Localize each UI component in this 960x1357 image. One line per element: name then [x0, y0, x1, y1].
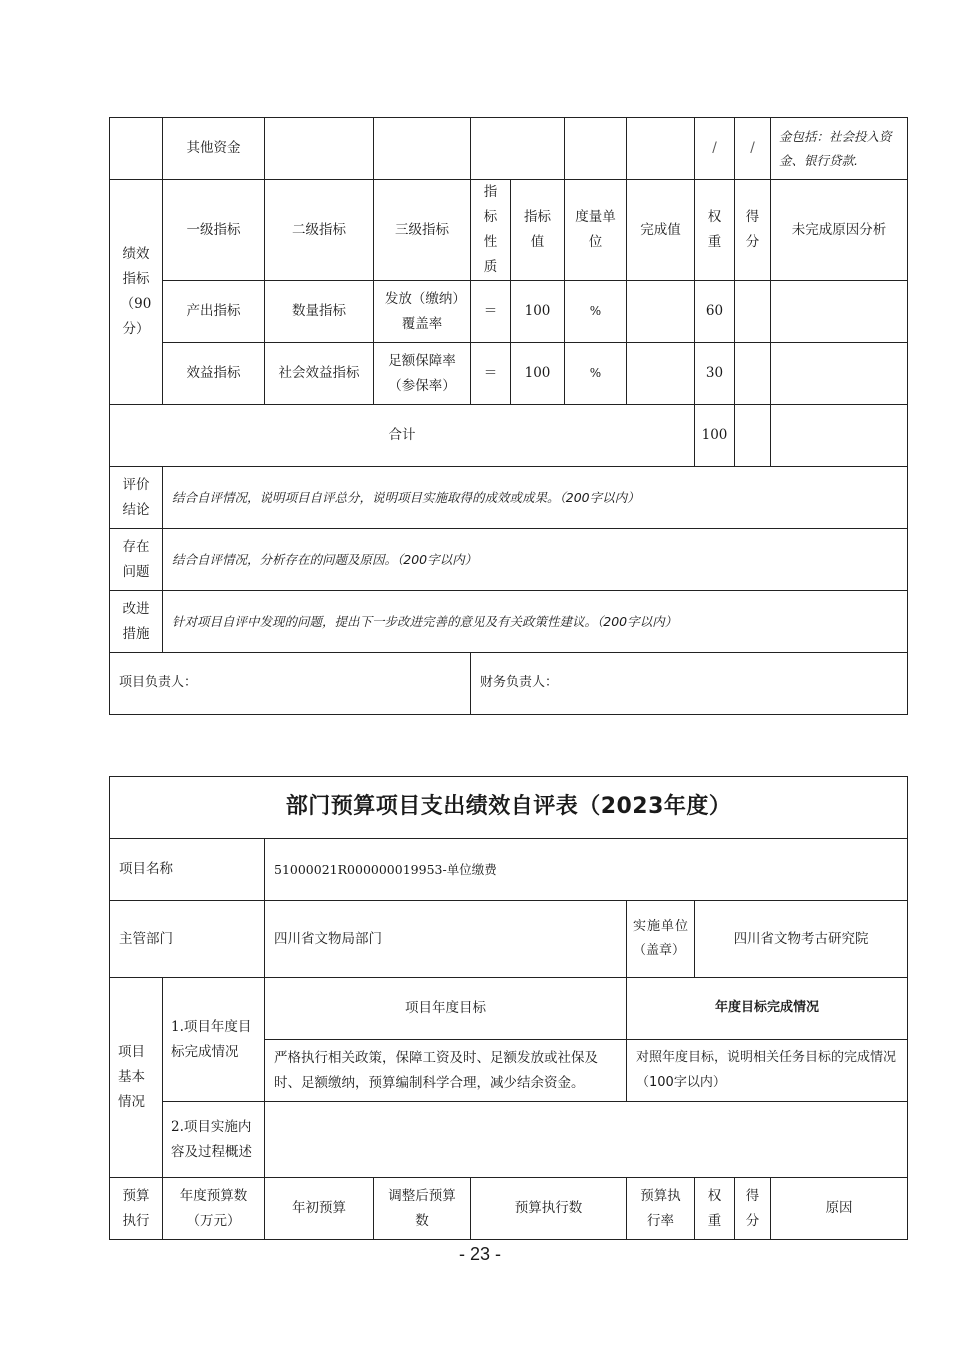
other-funds-row	[110, 118, 908, 180]
impl-label: 实施单位（盖章）	[627, 901, 695, 978]
header-done: 完成值	[627, 180, 695, 281]
header-nature: 指标性质	[471, 180, 511, 281]
header-reason: 未完成原因分析	[771, 180, 908, 281]
self-evaluation-table	[109, 776, 908, 1240]
header-level2: 二级指标	[265, 180, 374, 281]
total-label: 合计	[110, 405, 695, 467]
content-row	[110, 1102, 908, 1178]
department-row	[110, 901, 908, 978]
budget-label: 预算执行	[110, 1178, 163, 1240]
nature-cell: ＝	[471, 281, 511, 343]
issue-text: 结合自评情况，分析存在的问题及原因。（200字以内）	[163, 529, 908, 591]
level3-cell: 发放（缴纳）覆盖率	[374, 281, 471, 343]
dept-label: 主管部门	[110, 901, 265, 978]
impl-value: 四川省文物考古研究院	[695, 901, 908, 978]
content-label: 2.项目实施内容及过程概述	[163, 1102, 265, 1178]
title-row	[110, 777, 908, 839]
goal-done-header: 年度目标完成情况	[627, 978, 908, 1040]
issue-label: 存在问题	[110, 529, 163, 591]
other-slash: /	[695, 118, 735, 180]
other-slash: /	[735, 118, 771, 180]
done-cell	[627, 343, 695, 405]
page-number: - 23 -	[458, 1244, 501, 1264]
level2-cell: 数量指标	[265, 281, 374, 343]
content-value	[265, 1102, 908, 1178]
budget-annual: 年度预算数（万元）	[163, 1178, 265, 1240]
header-value: 指标值	[511, 180, 565, 281]
header-unit: 度量单位	[565, 180, 627, 281]
weight-cell: 60	[695, 281, 735, 343]
signature-row	[110, 653, 908, 715]
weight-cell: 30	[695, 343, 735, 405]
budget-weight: 权重	[695, 1178, 735, 1240]
level1-cell: 产出指标	[163, 281, 265, 343]
project-name-row	[110, 839, 908, 901]
eval-row	[110, 467, 908, 529]
score-cell	[735, 343, 771, 405]
blank-cell	[110, 118, 163, 180]
improve-text: 针对项目自评中发现的问题，提出下一步改进完善的意见及有关政策性建议。（200字以内）	[163, 591, 908, 653]
goal-header-row	[110, 978, 908, 1040]
project-lead: 项目负责人：	[110, 653, 471, 715]
dept-value: 四川省文物局部门	[265, 901, 627, 978]
indicator-header-row	[110, 180, 908, 281]
total-row	[110, 405, 908, 467]
basic-label: 项目基本情况	[110, 978, 163, 1178]
goal-text: 严格执行相关政策，保障工资及时、足额发放或社保及时、足额缴纳，预算编制科学合理，减少结余资金。	[265, 1040, 627, 1102]
budget-score: 得分	[735, 1178, 771, 1240]
indicator-row	[110, 281, 908, 343]
budget-reason: 原因	[771, 1178, 908, 1240]
value-cell: 100	[511, 343, 565, 405]
level3-cell: 足额保障率（参保率）	[374, 343, 471, 405]
performance-indicator-table	[109, 117, 908, 715]
score-cell	[735, 281, 771, 343]
indicator-row	[110, 343, 908, 405]
budget-executed: 预算执行数	[471, 1178, 627, 1240]
project-name-label: 项目名称	[110, 839, 265, 901]
reason-cell	[771, 343, 908, 405]
eval-text: 结合自评情况，说明项目自评总分，说明项目实施取得的成效或成果。（200字以内）	[163, 467, 908, 529]
perf-label: 绩效指标（90分）	[110, 180, 163, 405]
level1-cell: 效益指标	[163, 343, 265, 405]
budget-initial: 年初预算	[265, 1178, 374, 1240]
finance-lead: 财务负责人：	[471, 653, 908, 715]
goal-done-text: 对照年度目标，说明相关任务目标的完成情况（100字以内）	[627, 1040, 908, 1102]
goal-label: 1.项目年度目标完成情况	[163, 978, 265, 1102]
eval-label: 评价结论	[110, 467, 163, 529]
budget-adjusted: 调整后预算数	[374, 1178, 471, 1240]
other-funds-label: 其他资金	[163, 118, 265, 180]
value-cell: 100	[511, 281, 565, 343]
unit-cell: %	[565, 281, 627, 343]
goal-header: 项目年度目标	[265, 978, 627, 1040]
improve-row	[110, 591, 908, 653]
budget-header-row	[110, 1178, 908, 1240]
unit-cell: %	[565, 343, 627, 405]
issue-row	[110, 529, 908, 591]
header-level3: 三级指标	[374, 180, 471, 281]
improve-label: 改进措施	[110, 591, 163, 653]
header-level1: 一级指标	[163, 180, 265, 281]
done-cell	[627, 281, 695, 343]
header-weight: 权重	[695, 180, 735, 281]
nature-cell: ＝	[471, 343, 511, 405]
other-funds-note: 金包括：社会投入资金、银行贷款.	[771, 118, 908, 180]
header-score: 得分	[735, 180, 771, 281]
budget-rate: 预算执行率	[627, 1178, 695, 1240]
page-title: 部门预算项目支出绩效自评表（2023年度）	[110, 777, 908, 839]
level2-cell: 社会效益指标	[265, 343, 374, 405]
total-weight: 100	[695, 405, 735, 467]
reason-cell	[771, 281, 908, 343]
project-name-value: 51000021R000000019953-单位缴费	[265, 839, 908, 901]
